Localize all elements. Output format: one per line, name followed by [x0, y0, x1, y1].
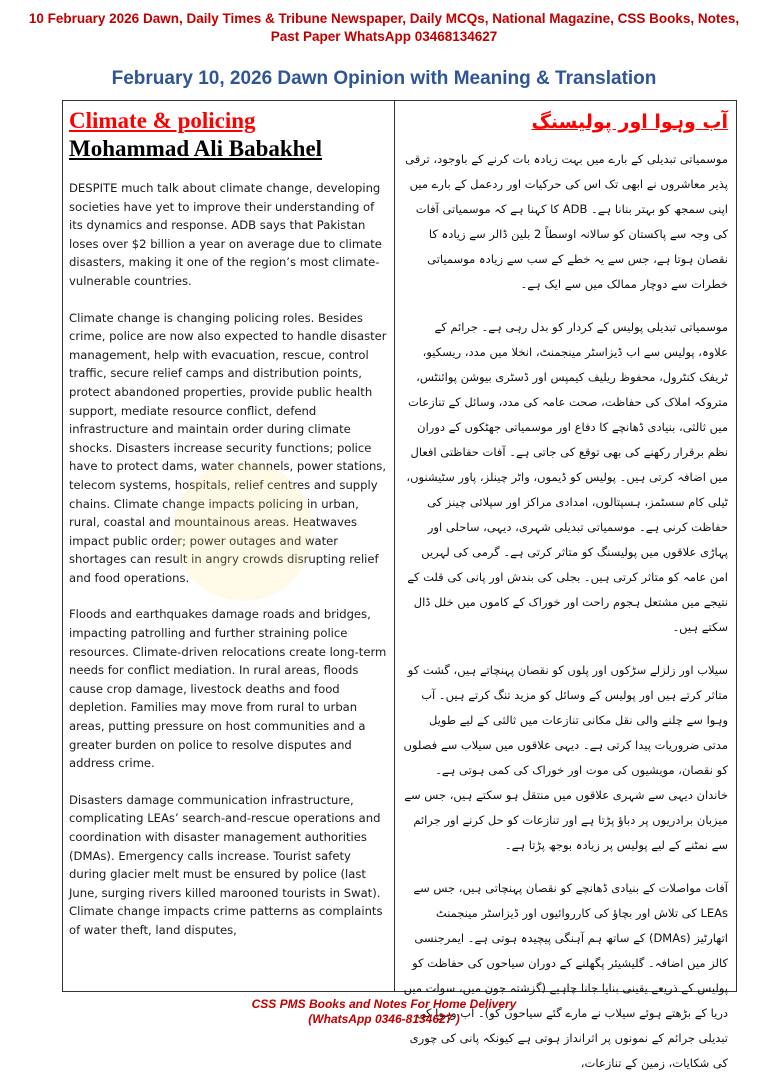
article-title: Climate & policing: [69, 108, 256, 133]
urdu-title: آب وہوا اور پولیسنگ: [531, 111, 728, 133]
urdu-paragraph-1: موسمیاتی تبدیلی کے بارے میں بہت زیادہ بات کرنے کے باوجود، ترقی پذیر معاشروں نے ابھی تک اس کی حرکیات اور ردعمل کے بارے میں اپنی سمجھ کو بہتر بنانا ہے۔ ADB کا کہنا ہے کہ موسمیاتی آفات کی وجہ سے پاکستان کو سالانہ اوسطاً 2 بلین ڈالر سے زیادہ کا نقصان ہوتا ہے، جس سے یہ خطے کے سب سے زیادہ موسمیاتی خطرات سے دوچار ممالک میں سے ایک ہے۔: [405, 152, 728, 291]
document-title: February 10, 2026 Dawn Opinion with Meaning & Translation: [111, 68, 657, 89]
article-paragraph-3: Floods and earthquakes damage roads and bridges, impacting patrolling and further straining police resources. Climate-driven relocations create long-term needs for conflict mediation. In rural areas, floods cause crop damage, livestock deaths and food depletion. Families may move from rural to urban areas, putting pressure on host communities and a greater burden on police to resolve disputes and address crime.: [69, 607, 387, 771]
article-paragraph-4: Disasters damage communication infrastructure, complicating LEAs’ search-and-rescue operations and coordination with disaster management authorities (DMAs). Emergency calls increase. Tourist safety during glacier melt must be ensured by police (last June, surging rivers killed marooned tourists in Swat). Climate change impacts crime patterns as complaints of water theft, land disputes,: [69, 792, 383, 937]
article-paragraph-1: DESPITE much talk about climate change, developing societies have yet to improve their understanding of its dynamics and response. ADB says that Pakistan loses over $2 billion a year on average due to climate disasters, making it one of the region’s most climate-vulnerable countries.: [69, 181, 382, 288]
urdu-paragraph-4: آفات مواصلات کے بنیادی ڈھانچے کو نقصان پہنچاتی ہیں، جس سے LEAs کی تلاش اور بچاؤ کی کارروائیوں اور ڈیزاسٹر مینجمنٹ اتھارٹیز (DMAs) کے ساتھ ہم آہنگی پیچیدہ ہوتی ہے۔ ایمرجنسی کالز میں اضافہ۔ گلیشیئر پگھلنے کے دوران سیاحوں کی حفاظت کو پولیس کے ذریعے یقینی بنایا جانا چاہیے (گزشتہ جون میں، سوات میں دریا کے بڑھتے ہوئے سیلاب نے مارے گئے سیاحوں کو)۔ آب وہوا کی تبدیلی جرائم کے نمونوں پر اثرانداز ہوتی ہے کیونکہ پانی کی چوری کی شکایات، زمین کے تنازعات،: [403, 881, 728, 1070]
article-author: Mohammad Ali Babakhel: [69, 136, 323, 161]
footer: [20, 997, 748, 1027]
banner-line-1: 10 February 2026 Dawn, Daily Times & Tribune Newspaper, Daily MCQs, National Magazine, CSS Books, Notes,: [28, 11, 740, 26]
urdu-column: [395, 101, 736, 1070]
english-column: [63, 101, 394, 991]
article-paragraph-2: Climate change is changing policing roles. Besides crime, police are now also expected to handle disaster management, help with evacuation, rescue, control traffic, secure relief camps and distribution points, protect abandoned properties, provide public health support, mediate resource conflict, defend infrastructure and maintain order during climate shocks. Disasters increase security functions; police have to protect dams, water channels, power stations, telecom systems, hospitals, relief centres and supply chains. Climate change impacts policing in urban, rural, coastal and mountainous areas. Heatwaves impact public order; power outages and water shortages can result in angry crowds disrupting relief and food operations.: [69, 310, 387, 585]
urdu-paragraph-2: موسمیاتی تبدیلی پولیس کے کردار کو بدل رہی ہے۔ جرائم کے علاوہ، پولیس سے اب ڈیزاسٹر مینجمنٹ، انخلا میں مدد، ریسکیو، ٹریفک کنٹرول، محفوظ ریلیف کیمپس اور ڈسٹری بیوشن پوائنٹس، متروکہ املاک کی حفاظت، صحت عامہ کی مدد، وسائل کے تنازعات میں ثالثی، بنیادی ڈھانچے کا دفاع اور موسمیاتی جھٹکوں کے دوران نظم برقرار رکھنے کی بھی توقع کی جاتی ہے۔ آفات حفاظتی افعال میں اضافہ کرتی ہیں۔ پولیس کو ڈیموں، واٹر چینلز، پاور سٹیشنوں، ٹیلی کام سسٹمز، ہسپتالوں، امدادی مراکز اور سپلائی چینز کی حفاظت کرنی ہے۔ موسمیاتی تبدیلی شہری، دیہی، ساحلی اور پہاڑی علاقوں میں پولیسنگ کو متاثر کرتی ہے۔ گرمی کی لہریں امن عامہ کو متاثر کرتی ہیں۔ بجلی کی بندش اور پانی کی قلت کے نتیجے میں مشتعل ہجوم راحت اور خوراک کے کاموں میں خلل ڈال سکتے ہیں۔: [406, 320, 728, 634]
banner-line-2: Past Paper WhatsApp 03468134627: [270, 29, 498, 44]
urdu-paragraph-3: سیلاب اور زلزلے سڑکوں اور پلوں کو نقصان پہنچاتے ہیں، گشت کو متاثر کرتے ہیں اور پولیس کے وسائل کو مزید تنگ کرتے ہیں۔ آب وہوا سے چلنے والی نقل مکانی تنازعات میں ثالثی کے لیے طویل مدتی ضروریات پیدا کرتی ہے۔ دیہی علاقوں میں سیلاب سے فصلوں کو نقصان، مویشیوں کی موت اور خوراک کی کمی ہوتی ہے۔ خاندان دیہی سے شہری علاقوں میں منتقل ہو سکتے ہیں، جس سے میزبان برادریوں پر دباؤ پڑتا ہے اور تنازعات کو حل کرنے اور جرائم سے نمٹنے کے لیے پولیس پر زیادہ بوجھ پڑتا ہے۔: [403, 663, 728, 852]
footer-line-2: (WhatsApp 0346-8134627 ): [308, 1012, 460, 1026]
top-banner: [20, 10, 748, 46]
footer-line-1: CSS PMS Books and Notes For Home Delivery: [251, 997, 517, 1011]
